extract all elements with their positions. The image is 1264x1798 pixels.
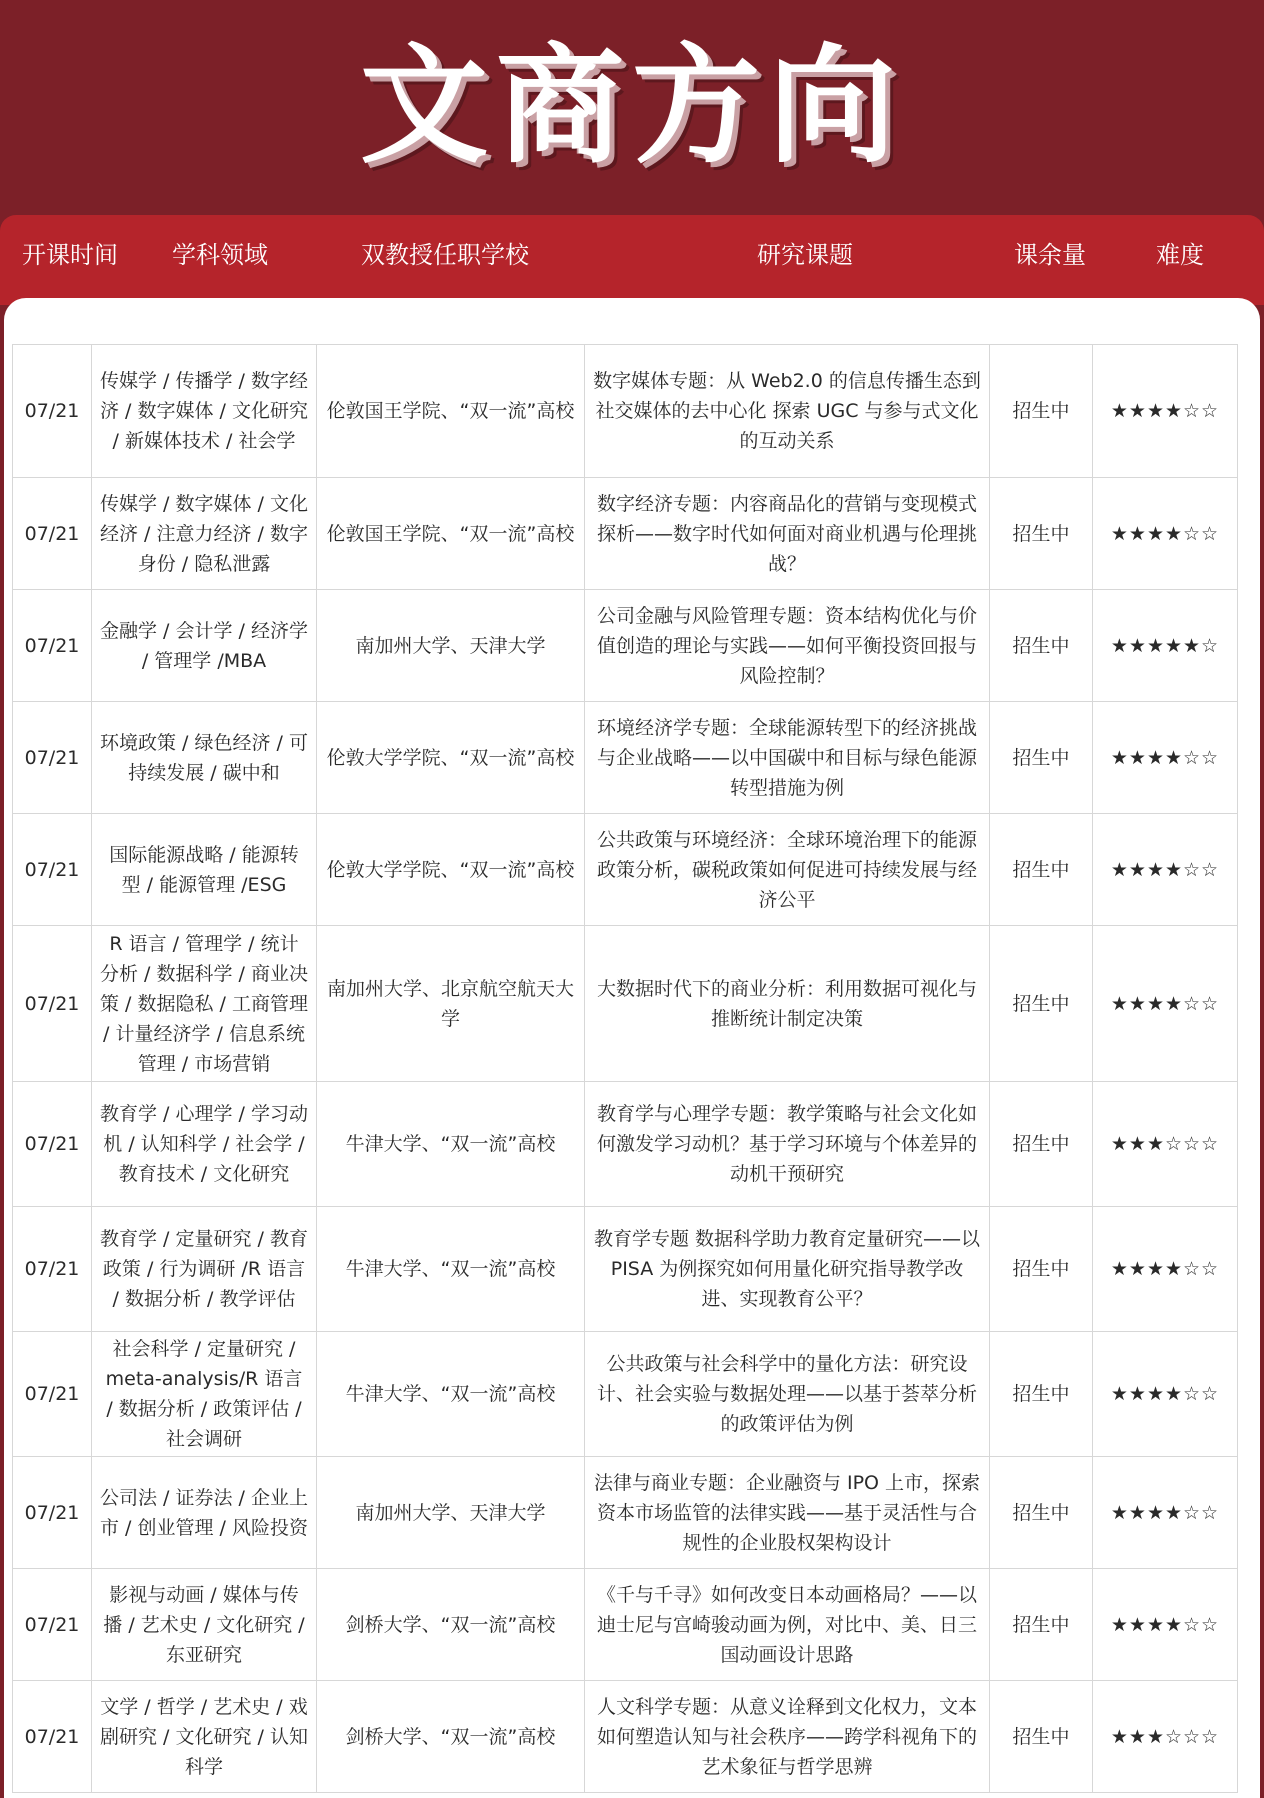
course-quota: 招生中: [990, 1569, 1093, 1681]
header-topic: 研究课题: [757, 241, 853, 269]
course-field: 影视与动画 / 媒体与传播 / 艺术史 / 文化研究 / 东亚研究: [92, 1569, 317, 1681]
course-quota: 招生中: [990, 1332, 1093, 1457]
page-title: 文商方向: [359, 32, 904, 181]
course-school: 牛津大学、“双一流”高校: [317, 1332, 585, 1457]
table-header: [0, 215, 1264, 305]
table-row: [13, 1207, 1238, 1332]
course-date: 07/21: [13, 926, 92, 1082]
course-field: 传媒学 / 数字媒体 / 文化经济 / 注意力经济 / 数字身份 / 隐私泄露: [92, 478, 317, 590]
course-field: R 语言 / 管理学 / 统计分析 / 数据科学 / 商业决策 / 数据隐私 / 工商管理 / 计量经济学 / 信息系统管理 / 市场营销: [92, 926, 317, 1082]
course-school: 伦敦国王学院、“双一流”高校: [317, 478, 585, 590]
course-quota: 招生中: [990, 1457, 1093, 1569]
course-field: 教育学 / 定量研究 / 教育政策 / 行为调研 /R 语言 / 数据分析 / 教学评估: [92, 1207, 317, 1332]
course-topic: 公司金融与风险管理专题：资本结构优化与价值创造的理论与实践——如何平衡投资回报与风险控制？: [585, 590, 990, 702]
difficulty-rating: ★★★☆☆☆: [1093, 1082, 1238, 1207]
course-topic: 公共政策与环境经济：全球环境治理下的能源政策分析，碳税政策如何促进可持续发展与经济公平: [585, 814, 990, 926]
difficulty-rating: ★★★★★☆: [1093, 590, 1238, 702]
course-topic: 教育学专题 数据科学助力教育定量研究——以 PISA 为例探究如何用量化研究指导教学改进、实现教育公平？: [585, 1207, 990, 1332]
course-school: 牛津大学、“双一流”高校: [317, 1082, 585, 1207]
difficulty-rating: ★★★★☆☆: [1093, 478, 1238, 590]
table-row: [13, 702, 1238, 814]
difficulty-rating: ★★★☆☆☆: [1093, 1681, 1238, 1793]
course-field: 文学 / 哲学 / 艺术史 / 戏剧研究 / 文化研究 / 认知科学: [92, 1681, 317, 1793]
course-school: 剑桥大学、“双一流”高校: [317, 1681, 585, 1793]
course-date: 07/21: [13, 1457, 92, 1569]
header-school: 双教授任职学校: [361, 241, 529, 269]
difficulty-rating: ★★★★☆☆: [1093, 926, 1238, 1082]
course-field: 金融学 / 会计学 / 经济学 / 管理学 /MBA: [92, 590, 317, 702]
course-table: [12, 344, 1238, 1793]
difficulty-rating: ★★★★☆☆: [1093, 702, 1238, 814]
course-field: 教育学 / 心理学 / 学习动机 / 认知科学 / 社会学 / 教育技术 / 文化研究: [92, 1082, 317, 1207]
course-topic: 数字经济专题：内容商品化的营销与变现模式探析——数字时代如何面对商业机遇与伦理挑战？: [585, 478, 990, 590]
course-field: 国际能源战略 / 能源转型 / 能源管理 /ESG: [92, 814, 317, 926]
course-topic: 大数据时代下的商业分析：利用数据可视化与推断统计制定决策: [585, 926, 990, 1082]
table-row: [13, 1332, 1238, 1457]
course-topic: 《千与千寻》如何改变日本动画格局？——以迪士尼与宫崎骏动画为例，对比中、美、日三国动画设计思路: [585, 1569, 990, 1681]
table-row: [13, 590, 1238, 702]
course-quota: 招生中: [990, 926, 1093, 1082]
course-quota: 招生中: [990, 814, 1093, 926]
course-quota: 招生中: [990, 1082, 1093, 1207]
course-quota: 招生中: [990, 345, 1093, 478]
course-field: 社会科学 / 定量研究 / meta-analysis/R 语言 / 数据分析 / 政策评估 / 社会调研: [92, 1332, 317, 1457]
course-school: 伦敦大学学院、“双一流”高校: [317, 814, 585, 926]
course-date: 07/21: [13, 1681, 92, 1793]
course-field: 公司法 / 证券法 / 企业上市 / 创业管理 / 风险投资: [92, 1457, 317, 1569]
table-row: [13, 345, 1238, 478]
course-quota: 招生中: [990, 590, 1093, 702]
course-quota: 招生中: [990, 1681, 1093, 1793]
course-quota: 招生中: [990, 478, 1093, 590]
table-row: [13, 1681, 1238, 1793]
header-quota: 课余量: [1014, 241, 1086, 269]
course-date: 07/21: [13, 1207, 92, 1332]
difficulty-rating: ★★★★☆☆: [1093, 1207, 1238, 1332]
course-date: 07/21: [13, 1569, 92, 1681]
course-date: 07/21: [13, 478, 92, 590]
difficulty-rating: ★★★★☆☆: [1093, 345, 1238, 478]
course-topic: 数字媒体专题：从 Web2.0 的信息传播生态到社交媒体的去中心化 探索 UGC 与参与式文化的互动关系: [585, 345, 990, 478]
course-date: 07/21: [13, 590, 92, 702]
table-row: [13, 1082, 1238, 1207]
course-school: 南加州大学、天津大学: [317, 590, 585, 702]
course-school: 剑桥大学、“双一流”高校: [317, 1569, 585, 1681]
course-date: 07/21: [13, 345, 92, 478]
header-date: 开课时间: [22, 241, 118, 269]
table-row: [13, 1569, 1238, 1681]
table-row: [13, 926, 1238, 1082]
title-area: [0, 0, 1264, 210]
course-school: 南加州大学、北京航空航天大学: [317, 926, 585, 1082]
table-row: [13, 478, 1238, 590]
course-school: 伦敦国王学院、“双一流”高校: [317, 345, 585, 478]
table-row: [13, 1457, 1238, 1569]
course-topic: 法律与商业专题：企业融资与 IPO 上市，探索资本市场监管的法律实践——基于灵活性与合规性的企业股权架构设计: [585, 1457, 990, 1569]
course-topic: 教育学与心理学专题：教学策略与社会文化如何激发学习动机？基于学习环境与个体差异的动机干预研究: [585, 1082, 990, 1207]
difficulty-rating: ★★★★☆☆: [1093, 1569, 1238, 1681]
course-table-body: [13, 345, 1238, 1793]
course-school: 南加州大学、天津大学: [317, 1457, 585, 1569]
course-school: 牛津大学、“双一流”高校: [317, 1207, 585, 1332]
difficulty-rating: ★★★★☆☆: [1093, 1457, 1238, 1569]
course-date: 07/21: [13, 1082, 92, 1207]
course-field: 传媒学 / 传播学 / 数字经济 / 数字媒体 / 文化研究 / 新媒体技术 / 社会学: [92, 345, 317, 478]
course-school: 伦敦大学学院、“双一流”高校: [317, 702, 585, 814]
course-date: 07/21: [13, 1332, 92, 1457]
table-row: [13, 814, 1238, 926]
course-field: 环境政策 / 绿色经济 / 可持续发展 / 碳中和: [92, 702, 317, 814]
difficulty-rating: ★★★★☆☆: [1093, 814, 1238, 926]
course-topic: 人文科学专题：从意义诠释到文化权力，文本如何塑造认知与社会秩序——跨学科视角下的艺术象征与哲学思辨: [585, 1681, 990, 1793]
header-field: 学科领域: [172, 241, 268, 269]
difficulty-rating: ★★★★☆☆: [1093, 1332, 1238, 1457]
course-topic: 公共政策与社会科学中的量化方法：研究设计、社会实验与数据处理——以基于荟萃分析的政策评估为例: [585, 1332, 990, 1457]
course-quota: 招生中: [990, 702, 1093, 814]
course-quota: 招生中: [990, 1207, 1093, 1332]
course-topic: 环境经济学专题：全球能源转型下的经济挑战与企业战略——以中国碳中和目标与绿色能源转型措施为例: [585, 702, 990, 814]
course-date: 07/21: [13, 814, 92, 926]
header-difficulty: 难度: [1156, 241, 1204, 269]
course-date: 07/21: [13, 702, 92, 814]
